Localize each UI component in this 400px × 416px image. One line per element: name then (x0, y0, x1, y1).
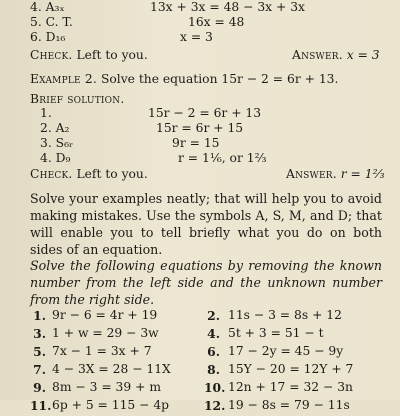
answer-value: x = 3 (346, 48, 380, 62)
exercise-equation: 4 − 3X = 28 − 11X (52, 362, 171, 376)
exercise-number: 11. (30, 398, 52, 413)
exercise-equation: 5t + 3 = 51 − t (228, 326, 324, 340)
answer-line-1 (292, 48, 380, 62)
exercise-number: 10. (204, 380, 226, 395)
step-6 (30, 30, 65, 44)
step-6-equation: x = 3 (180, 30, 213, 44)
step-5 (30, 15, 73, 29)
brief-step-4-equation: r = 1⅙, or 1⅔ (178, 151, 267, 165)
step-5-equation: 16x = 48 (188, 15, 245, 29)
exercise-equation: 15Y − 20 = 12Y + 7 (228, 362, 354, 376)
exercise-number: 9. (33, 380, 46, 395)
check-line-1 (30, 48, 148, 62)
brief-step-2: 2. A₂ (40, 121, 70, 135)
exercise-equation: 8m − 3 = 39 + m (52, 380, 161, 394)
exercise-row (30, 326, 390, 344)
exercise-number: 3. (33, 326, 46, 341)
exercise-equation: 17 − 2y = 45 − 9y (228, 344, 344, 358)
exercise-row (30, 398, 390, 416)
exercise-row (30, 308, 390, 326)
answer-value: r = 1⅔ (340, 167, 385, 181)
exercise-instruction: Solve the following equations by removing the known number from the left side and the unknown number from the right side. (30, 258, 382, 307)
check-label: Check. (30, 167, 73, 181)
exercise-number: 12. (204, 398, 226, 413)
exercise-equation: 11s − 3 = 8s + 12 (228, 308, 342, 322)
exercise-equation: 19 − 8s = 79 − 11s (228, 398, 350, 412)
brief-step-3: 3. S₆ᵣ (40, 136, 74, 150)
exercise-list (30, 308, 390, 416)
brief-step-3-equation: 9r = 15 (172, 136, 220, 150)
exercise-number: 7. (33, 362, 46, 377)
answer-label: Answer. (292, 48, 343, 62)
check-text: Left to you. (76, 167, 148, 181)
answer-label: Answer. (286, 167, 337, 181)
brief-step-2-equation: 15r = 6r + 15 (156, 121, 244, 135)
exercise-row (30, 344, 390, 362)
exercise-equation: 9r − 6 = 4r + 19 (52, 308, 158, 322)
exercise-equation: 12n + 17 = 32 − 3n (228, 380, 353, 394)
step-4-equation: 13x + 3x = 48 − 3x + 3x (150, 0, 305, 14)
brief-step-1: 1. (40, 106, 52, 120)
exercise-number: 6. (207, 344, 220, 359)
brief-step-1-equation: 15r − 2 = 6r + 13 (148, 106, 262, 120)
exercise-row (30, 380, 390, 398)
exercise-number: 4. (207, 326, 220, 341)
exercise-row (30, 362, 390, 380)
example-text: Solve the equation 15r − 2 = 6r + 13. (100, 72, 339, 86)
step-4 (30, 0, 65, 14)
exercise-number: 1. (33, 308, 46, 323)
example-label: Example 2. (30, 72, 98, 86)
check-text: Left to you. (76, 48, 148, 62)
exercise-equation: 1 + w = 29 − 3w (52, 326, 159, 340)
example-2-heading (30, 72, 338, 86)
brief-solution-label: Brief solution. (30, 92, 125, 106)
answer-line-2 (286, 167, 385, 181)
exercise-equation: 6p + 5 = 115 − 4p (52, 398, 170, 412)
exercise-equation: 7x − 1 = 3x + 7 (52, 344, 152, 358)
exercise-number: 8. (207, 362, 220, 377)
brief-step-4: 4. D₉ (40, 151, 71, 165)
check-line-2 (30, 167, 148, 181)
step-label: 6. D₁₆ (30, 30, 66, 44)
instruction-paragraph: Solve your examples neatly; that will help you to avoid making mistakes. Use the symbols A, S, M, and D; that will enable you to tell briefly what you do on both sides of an equation. (30, 191, 382, 257)
step-label: 5. C. T. (30, 15, 73, 29)
exercise-number: 2. (207, 308, 220, 323)
exercise-number: 5. (33, 344, 46, 359)
check-label: Check. (30, 48, 73, 62)
step-label: 4. A₃ₓ (30, 0, 65, 14)
